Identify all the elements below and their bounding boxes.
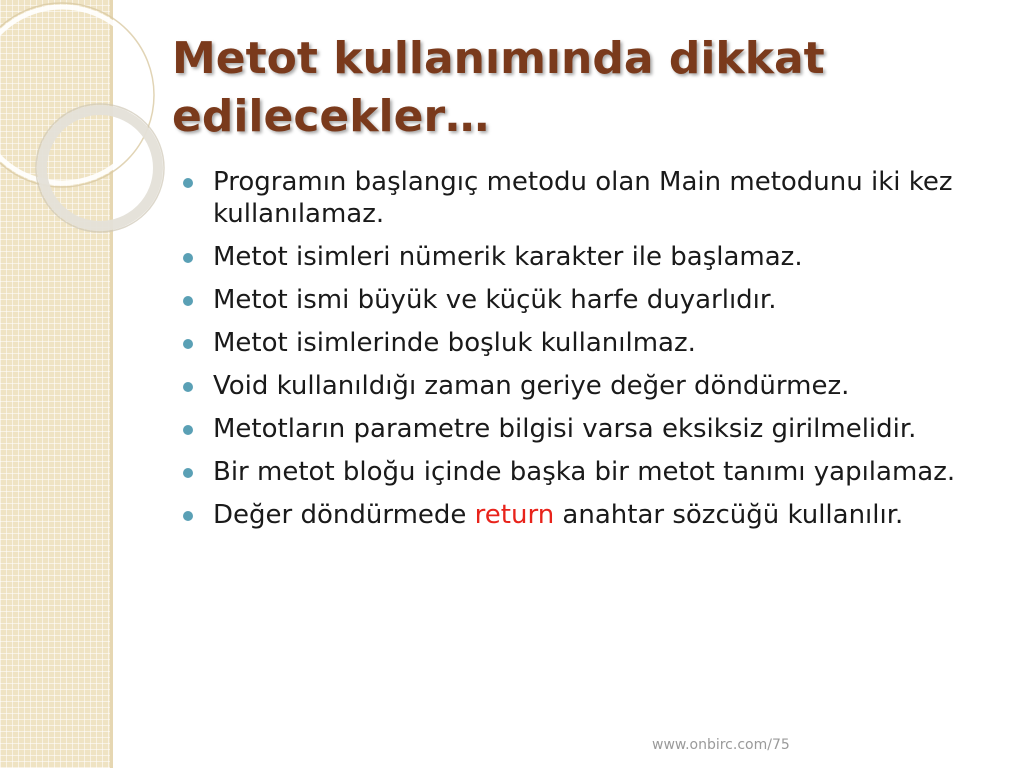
bullet-item	[183, 456, 998, 488]
bullet-text: Bir metot bloğu içinde başka bir metot tanımı yapılamaz.	[213, 457, 956, 487]
bullet-item	[183, 241, 998, 273]
bullet-list	[183, 166, 998, 542]
side-panel-edge	[110, 0, 113, 768]
bullet-dot-icon	[183, 425, 193, 435]
bullet-item	[183, 370, 998, 402]
bullet-item	[183, 166, 998, 230]
slide-footer: www.onbirc.com/75	[652, 737, 790, 753]
bullet-text: Programın başlangıç metodu olan Main metodunu iki kez kullanılamaz.	[213, 167, 953, 229]
bullet-dot-icon	[183, 511, 193, 521]
bullet-item	[183, 413, 998, 445]
bullet-text: Void kullanıldığı zaman geriye değer döndürmez.	[213, 371, 850, 401]
bullet-text: Metot isimlerinde boşluk kullanılmaz.	[213, 328, 696, 358]
bullet-dot-icon	[183, 296, 193, 306]
slide-title: Metot kullanımında dikkat edilecekler…	[172, 33, 825, 142]
bullet-item	[183, 327, 998, 359]
bullet-dot-icon	[183, 382, 193, 392]
bullet-dot-icon	[183, 178, 193, 188]
bullet-item	[183, 284, 998, 316]
bullet-dot-icon	[183, 339, 193, 349]
return-keyword: return	[474, 500, 555, 530]
side-panel	[0, 0, 110, 768]
bullet-text-before: Değer döndürmede	[213, 500, 475, 530]
bullet-item	[183, 499, 998, 531]
bullet-text: Metot ismi büyük ve küçük harfe duyarlıdır.	[213, 285, 777, 315]
bullet-text-after: anahtar sözcüğü kullanılır.	[554, 500, 904, 530]
bullet-dot-icon	[183, 468, 193, 478]
bullet-text: Metot isimleri nümerik karakter ile başlamaz.	[213, 242, 803, 272]
bullet-text: Metotların parametre bilgisi varsa eksiksiz girilmelidir.	[213, 414, 917, 444]
bullet-dot-icon	[183, 253, 193, 263]
